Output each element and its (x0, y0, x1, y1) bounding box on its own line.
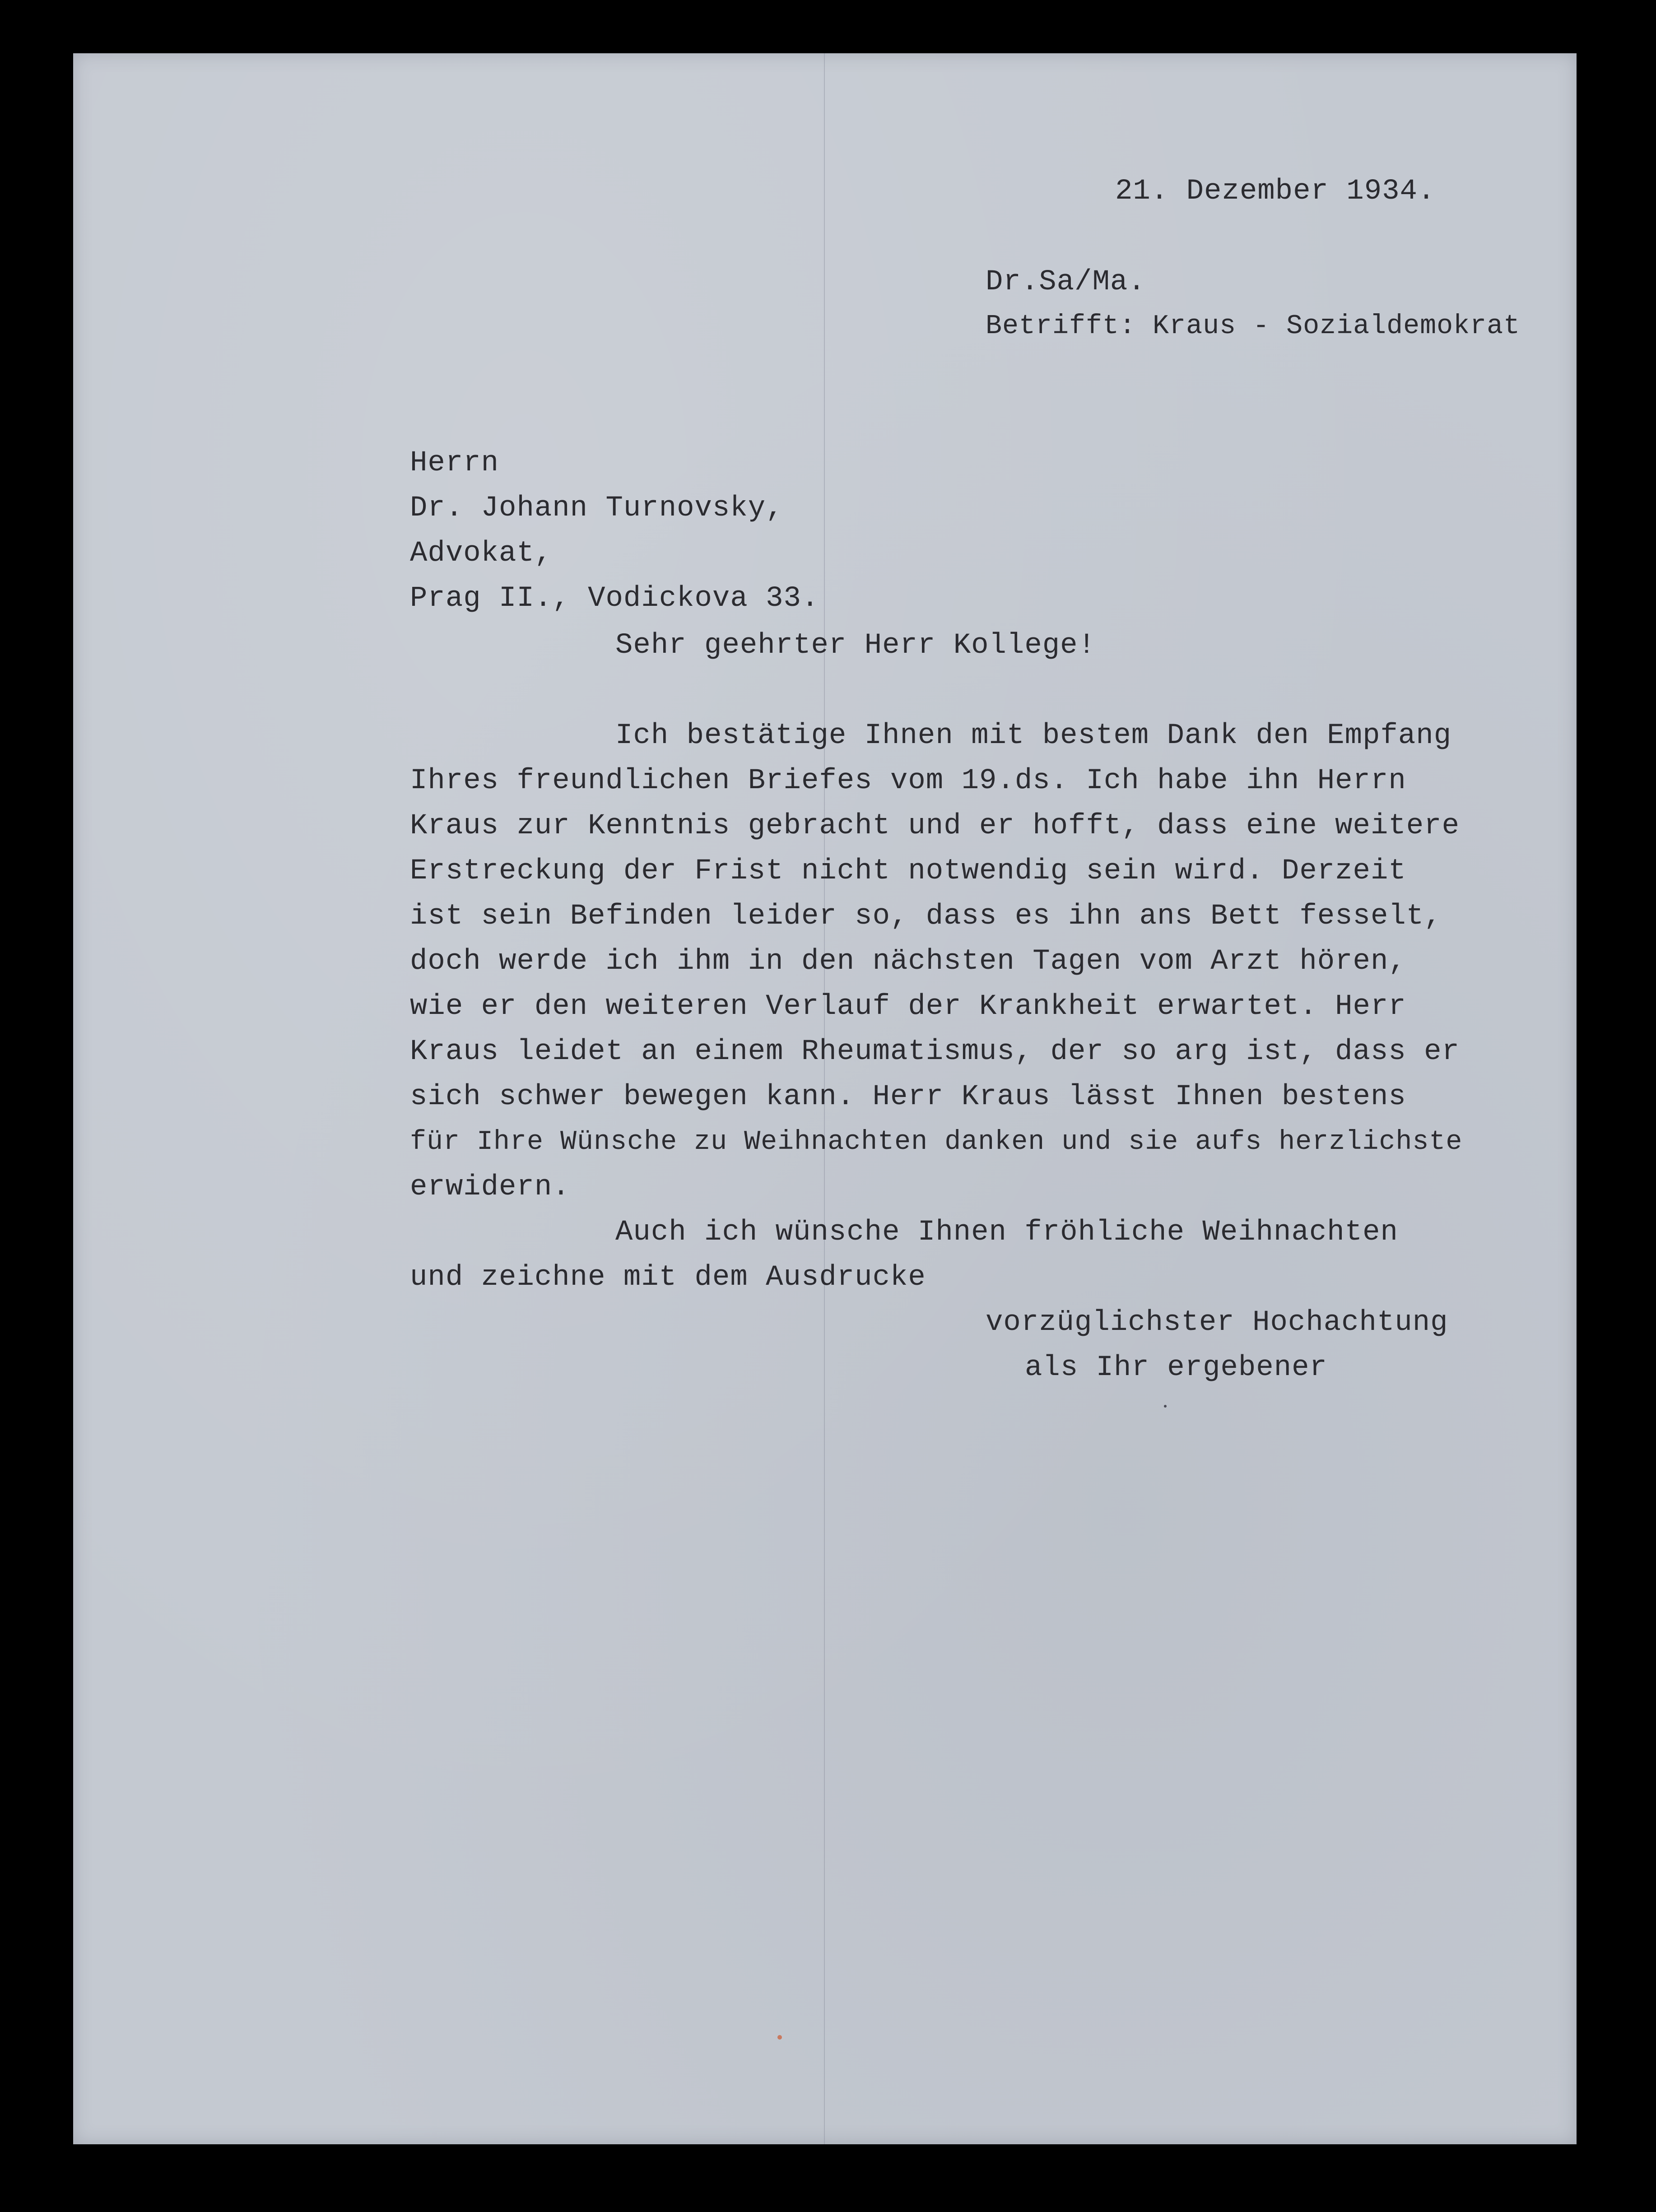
paper-stain (777, 2035, 782, 2040)
body-line: für Ihre Wünsche zu Weihnachten danken und sie aufs herzlichste (410, 1127, 1463, 1157)
reference-code: Dr.Sa/Ma. (986, 266, 1146, 298)
paper-speck (1164, 1405, 1167, 1408)
body-line: sich schwer bewegen kann. Herr Kraus lässt Ihnen bestens (410, 1081, 1406, 1113)
body-line: doch werde ich ihm in den nächsten Tagen vom Arzt hören, (410, 945, 1406, 978)
complimentary-close: vorzüglichster Hochachtung (986, 1306, 1448, 1339)
body-line: wie er den weiteren Verlauf der Krankheit erwartet. Herr (410, 990, 1406, 1023)
closing-paragraph-line: und zeichne mit dem Ausdrucke (410, 1261, 926, 1294)
salutation: Sehr geehrter Herr Kollege! (615, 629, 1096, 662)
complimentary-close: als Ihr ergebener (1025, 1352, 1327, 1384)
recipient-line: Herrn (410, 447, 499, 479)
letter-date: 21. Dezember 1934. (1115, 175, 1436, 208)
recipient-line: Advokat, (410, 537, 553, 570)
body-line: Kraus leidet an einem Rheumatismus, der so arg ist, dass er (410, 1036, 1460, 1068)
body-line: Ihres freundlichen Briefes vom 19.ds. Ich habe ihn Herrn (410, 765, 1406, 797)
closing-paragraph-line: Auch ich wünsche Ihnen fröhliche Weihnachten (615, 1216, 1398, 1249)
recipient-line: Prag II., Vodickova 33. (410, 582, 819, 615)
subject-line: Betrifft: Kraus - Sozialdemokrat (986, 311, 1521, 342)
body-line: Ich bestätige Ihnen mit bestem Dank den Empfang (615, 720, 1452, 752)
body-line: erwidern. (410, 1171, 570, 1204)
body-line: Erstreckung der Frist nicht notwendig sein wird. Derzeit (410, 855, 1406, 888)
body-line: Kraus zur Kenntnis gebracht und er hofft, dass eine weitere (410, 810, 1460, 842)
recipient-line: Dr. Johann Turnovsky, (410, 492, 784, 525)
body-line: ist sein Befinden leider so, dass es ihn ans Bett fesselt, (410, 900, 1442, 933)
